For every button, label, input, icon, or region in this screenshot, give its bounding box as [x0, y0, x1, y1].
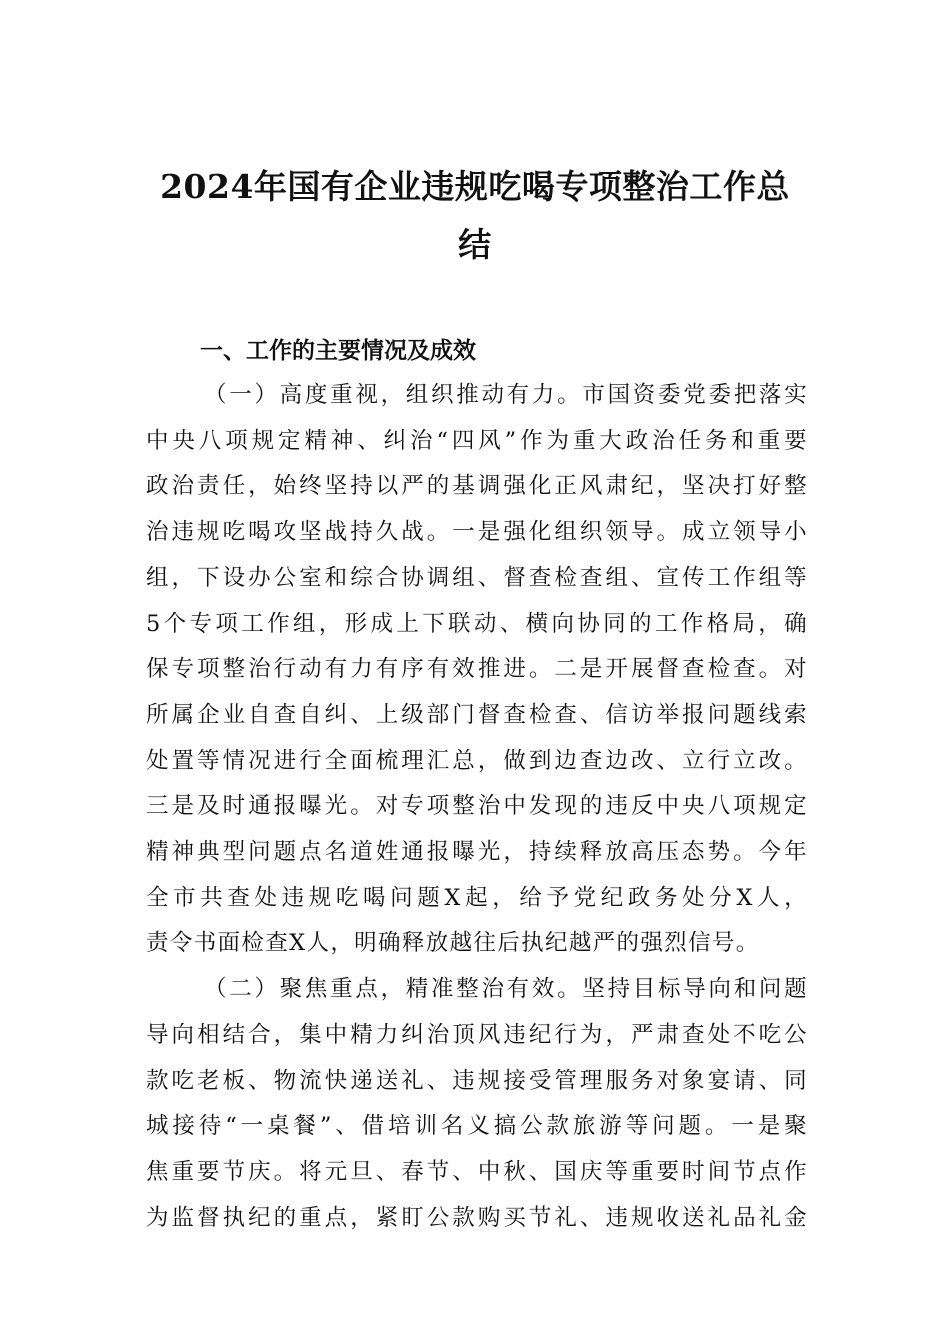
paragraph-line: （一）高度重视，组织推动有力。市国资委党委把落实	[204, 382, 808, 408]
paragraph-line: 为监督执纪的重点，紧盯公款购买节礼、违规收送礼品礼金	[146, 1204, 808, 1231]
document-title	[140, 158, 810, 274]
paragraph-line: 款吃老板、物流快递送礼、违规接受管理服务对象宴请、同	[146, 1067, 808, 1094]
paragraph-line: 导向相结合，集中精力纠治顶风违纪行为，严肃查处不吃公	[146, 1021, 808, 1048]
paragraph-line: 精神典型问题点名道姓通报曝光，持续释放高压态势。今年	[146, 839, 808, 866]
document-body	[146, 330, 808, 1241]
paragraph-line: 5个专项工作组，形成上下联动、横向协同的工作格局，确	[146, 610, 808, 637]
paragraph-line: 所属企业自查自纠、上级部门督查检查、信访举报问题线索	[146, 701, 808, 728]
paragraph-1	[146, 373, 808, 967]
paragraph-line: 焦重要节庆。将元旦、春节、中秋、国庆等重要时间节点作	[146, 1158, 808, 1185]
paragraph-line: （二）聚焦重点，精准整治有效。坚持目标导向和问题	[204, 976, 808, 1003]
paragraph-line: 城接待“一桌餐”、借培训名义搞公款旅游等问题。一是聚	[146, 1113, 808, 1140]
paragraph-line: 责令书面检查X人，明确释放越往后执纪越严的强烈信号。	[146, 930, 760, 957]
paragraph-2	[146, 967, 808, 1241]
paragraph-line: 保专项整治行动有力有序有效推进。二是开展督查检查。对	[146, 656, 808, 683]
paragraph-line: 三是及时通报曝光。对专项整治中发现的违反中央八项规定	[146, 793, 808, 820]
paragraph-line: 处置等情况进行全面梳理汇总，做到边查边改、立行立改。	[146, 747, 808, 774]
paragraph-line: 治违规吃喝攻坚战持久战。一是强化组织领导。成立领导小	[146, 519, 808, 546]
paragraph-line: 政治责任，始终坚持以严的基调强化正风肃纪，坚决打好整	[146, 473, 808, 500]
paragraph-line: 中央八项规定精神、纠治“四风”作为重大政治任务和重要	[146, 427, 808, 454]
paragraph-line: 全市共查处违规吃喝问题X起，给予党纪政务处分X人，	[146, 884, 808, 911]
section-heading: 一、工作的主要情况及成效	[200, 338, 476, 364]
document-title-line-2: 结	[458, 225, 492, 264]
paragraph-line: 组，下设办公室和综合协调组、督查检查组、宣传工作组等	[146, 564, 808, 591]
document-title-line-1: 2024年国有企业违规吃喝专项整治工作总	[160, 167, 790, 206]
